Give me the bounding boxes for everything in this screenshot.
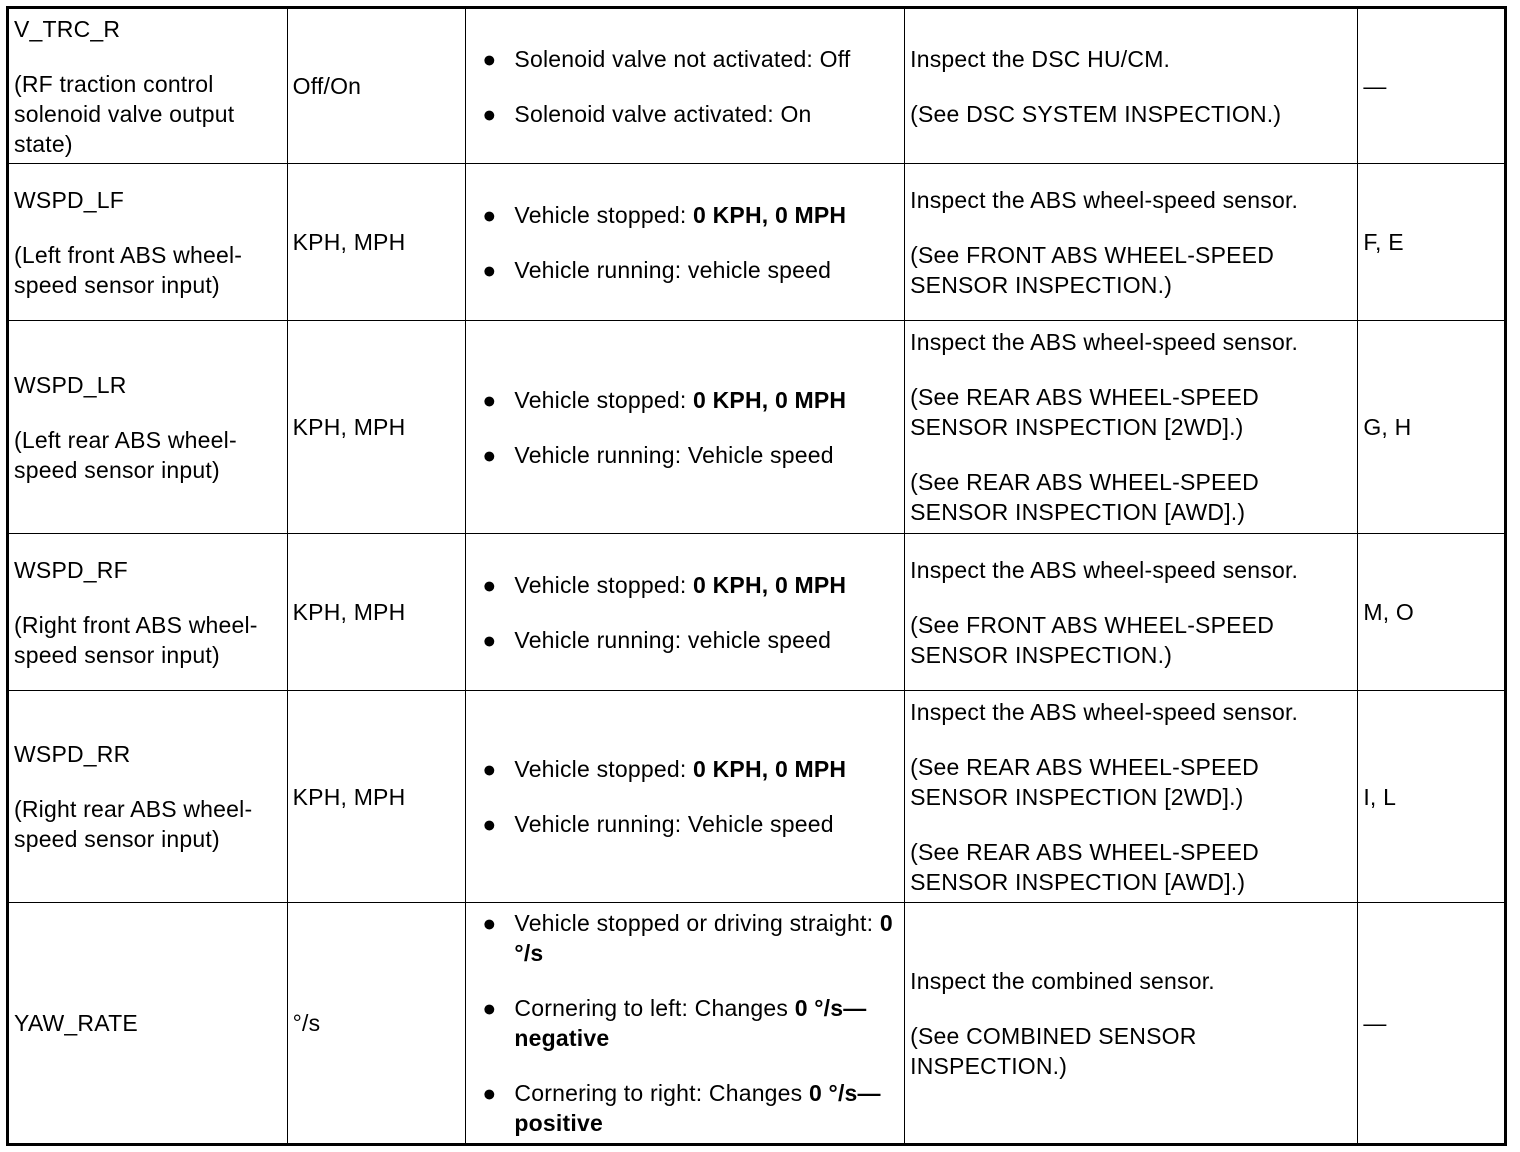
condition-value: 0 KPH, 0 MPH [693, 386, 847, 413]
unit-value: KPH, MPH [292, 783, 406, 810]
unit-cell [287, 903, 466, 1145]
condition-list [471, 754, 898, 839]
item-cell [8, 8, 288, 164]
action-cell [905, 164, 1358, 321]
unit-cell [287, 321, 466, 534]
condition-item [482, 1078, 898, 1138]
bullet-icon: ● [482, 756, 497, 782]
action-reference: (See REAR ABS WHEEL-SPEED SENSOR INSPECTION [2WD].) [910, 384, 1259, 440]
condition-text: Vehicle stopped or driving straight: [514, 910, 880, 936]
terminal-cell [1358, 164, 1506, 321]
pid-name: WSPD_RF [14, 556, 128, 583]
action-text: Inspect the DSC HU/CM. [910, 45, 1171, 72]
terminal-value: G, H [1363, 414, 1412, 440]
terminal-value: — [1363, 73, 1387, 99]
action-reference: (See REAR ABS WHEEL-SPEED SENSOR INSPECTION [AWD].) [910, 469, 1259, 525]
unit-value: KPH, MPH [292, 229, 406, 255]
pid-name: WSPD_LR [14, 371, 127, 398]
condition-cell [466, 164, 905, 321]
condition-item [482, 255, 898, 285]
unit-cell [287, 8, 466, 164]
condition-cell [466, 534, 905, 691]
condition-text: Vehicle running: Vehicle speed [514, 441, 834, 468]
pid-name: WSPD_RR [14, 741, 131, 767]
unit-cell [287, 534, 466, 691]
unit-value: Off/On [292, 73, 362, 99]
item-cell [8, 903, 288, 1145]
pid-name: YAW_RATE [14, 1010, 138, 1036]
condition-item [482, 625, 898, 655]
bullet-icon: ● [482, 100, 497, 127]
condition-item [482, 754, 898, 784]
condition-cell [466, 903, 905, 1145]
action-cell [905, 8, 1358, 164]
condition-item [482, 993, 898, 1053]
condition-cell [466, 691, 905, 903]
item-cell [8, 164, 288, 321]
unit-value: KPH, MPH [292, 599, 406, 625]
pid-monitor-table [6, 6, 1507, 1146]
condition-item [482, 809, 898, 839]
bullet-icon: ● [482, 201, 497, 228]
action-text: Inspect the combined sensor. [910, 967, 1215, 994]
pid-description: (RF traction control solenoid valve output state) [14, 70, 235, 157]
condition-text: Vehicle stopped: [514, 571, 694, 598]
condition-value: 0 KPH, 0 MPH [693, 201, 847, 228]
condition-text: Solenoid valve not activated: Off [514, 45, 851, 72]
action-text: Inspect the ABS wheel-speed sensor. [910, 186, 1299, 213]
bullet-icon: ● [482, 910, 497, 936]
action-cell [905, 903, 1358, 1145]
bullet-icon: ● [482, 571, 497, 598]
table-row [8, 8, 1506, 164]
action-cell [905, 321, 1358, 534]
unit-value: KPH, MPH [292, 414, 406, 440]
bullet-icon: ● [482, 256, 497, 283]
condition-list [471, 385, 898, 470]
item-cell [8, 534, 288, 691]
bullet-icon: ● [482, 811, 497, 837]
terminal-cell [1358, 691, 1506, 903]
condition-value: 0 °/s [514, 910, 893, 966]
pid-name: V_TRC_R [14, 15, 121, 42]
action-cell [905, 691, 1358, 903]
condition-item [482, 908, 898, 968]
condition-text: Vehicle stopped: [514, 386, 694, 413]
terminal-value: — [1363, 1010, 1387, 1036]
condition-value: 0 KPH, 0 MPH [693, 571, 847, 598]
condition-list [471, 44, 898, 129]
condition-text: Cornering to right: Changes [514, 1080, 809, 1106]
action-reference: (See COMBINED SENSOR INSPECTION.) [910, 1022, 1197, 1079]
action-cell [905, 534, 1358, 691]
condition-item [482, 44, 898, 74]
condition-value: 0 °/s—negative [514, 995, 867, 1051]
pid-description: (Left rear ABS wheel-speed sensor input) [14, 426, 237, 483]
table-row [8, 691, 1506, 903]
condition-cell [466, 8, 905, 164]
condition-value: 0 KPH, 0 MPH [693, 756, 847, 782]
condition-list [471, 570, 898, 655]
condition-item [482, 570, 898, 600]
bullet-icon: ● [482, 441, 497, 468]
condition-item [482, 99, 898, 129]
bullet-icon: ● [482, 626, 497, 653]
action-reference: (See REAR ABS WHEEL-SPEED SENSOR INSPECTION [AWD].) [910, 838, 1259, 895]
terminal-cell [1358, 534, 1506, 691]
item-cell [8, 321, 288, 534]
table-row [8, 534, 1506, 691]
pid-description: (Right rear ABS wheel-speed sensor input) [14, 796, 253, 852]
terminal-cell [1358, 903, 1506, 1145]
action-reference: (See FRONT ABS WHEEL-SPEED SENSOR INSPECTION.) [910, 611, 1275, 668]
terminal-cell [1358, 321, 1506, 534]
condition-text: Vehicle running: vehicle speed [514, 256, 832, 283]
action-reference: (See DSC SYSTEM INSPECTION.) [910, 100, 1282, 127]
condition-cell [466, 321, 905, 534]
condition-text: Vehicle running: vehicle speed [514, 626, 832, 653]
table-row [8, 164, 1506, 321]
condition-text: Vehicle stopped: [514, 756, 694, 782]
pid-description: (Right front ABS wheel-speed sensor input) [14, 611, 258, 668]
terminal-value: I, L [1363, 783, 1397, 810]
bullet-icon: ● [482, 1080, 497, 1106]
condition-value: 0 °/s—positive [514, 1080, 881, 1136]
action-text: Inspect the ABS wheel-speed sensor. [910, 698, 1299, 725]
condition-text: Solenoid valve activated: On [514, 100, 812, 127]
terminal-value: M, O [1363, 599, 1414, 625]
condition-text: Cornering to left: Changes [514, 995, 795, 1021]
bullet-icon: ● [482, 386, 497, 413]
action-text: Inspect the ABS wheel-speed sensor. [910, 556, 1299, 583]
action-reference: (See REAR ABS WHEEL-SPEED SENSOR INSPECTION [2WD].) [910, 753, 1259, 810]
table-row [8, 903, 1506, 1145]
condition-text: Vehicle running: Vehicle speed [514, 811, 834, 837]
pid-name: WSPD_LF [14, 186, 125, 213]
terminal-value: F, E [1363, 229, 1404, 255]
condition-list [471, 200, 898, 285]
condition-text: Vehicle stopped: [514, 201, 694, 228]
action-text: Inspect the ABS wheel-speed sensor. [910, 329, 1299, 355]
condition-item [482, 200, 898, 230]
unit-value: °/s [292, 1010, 321, 1036]
unit-cell [287, 164, 466, 321]
condition-list [471, 908, 898, 1138]
condition-item [482, 385, 898, 415]
bullet-icon: ● [482, 45, 497, 72]
pid-description: (Left front ABS wheel-speed sensor input) [14, 241, 243, 298]
item-cell [8, 691, 288, 903]
table-row [8, 321, 1506, 534]
unit-cell [287, 691, 466, 903]
action-reference: (See FRONT ABS WHEEL-SPEED SENSOR INSPECTION.) [910, 241, 1275, 298]
condition-item [482, 440, 898, 470]
terminal-cell [1358, 8, 1506, 164]
bullet-icon: ● [482, 995, 497, 1021]
